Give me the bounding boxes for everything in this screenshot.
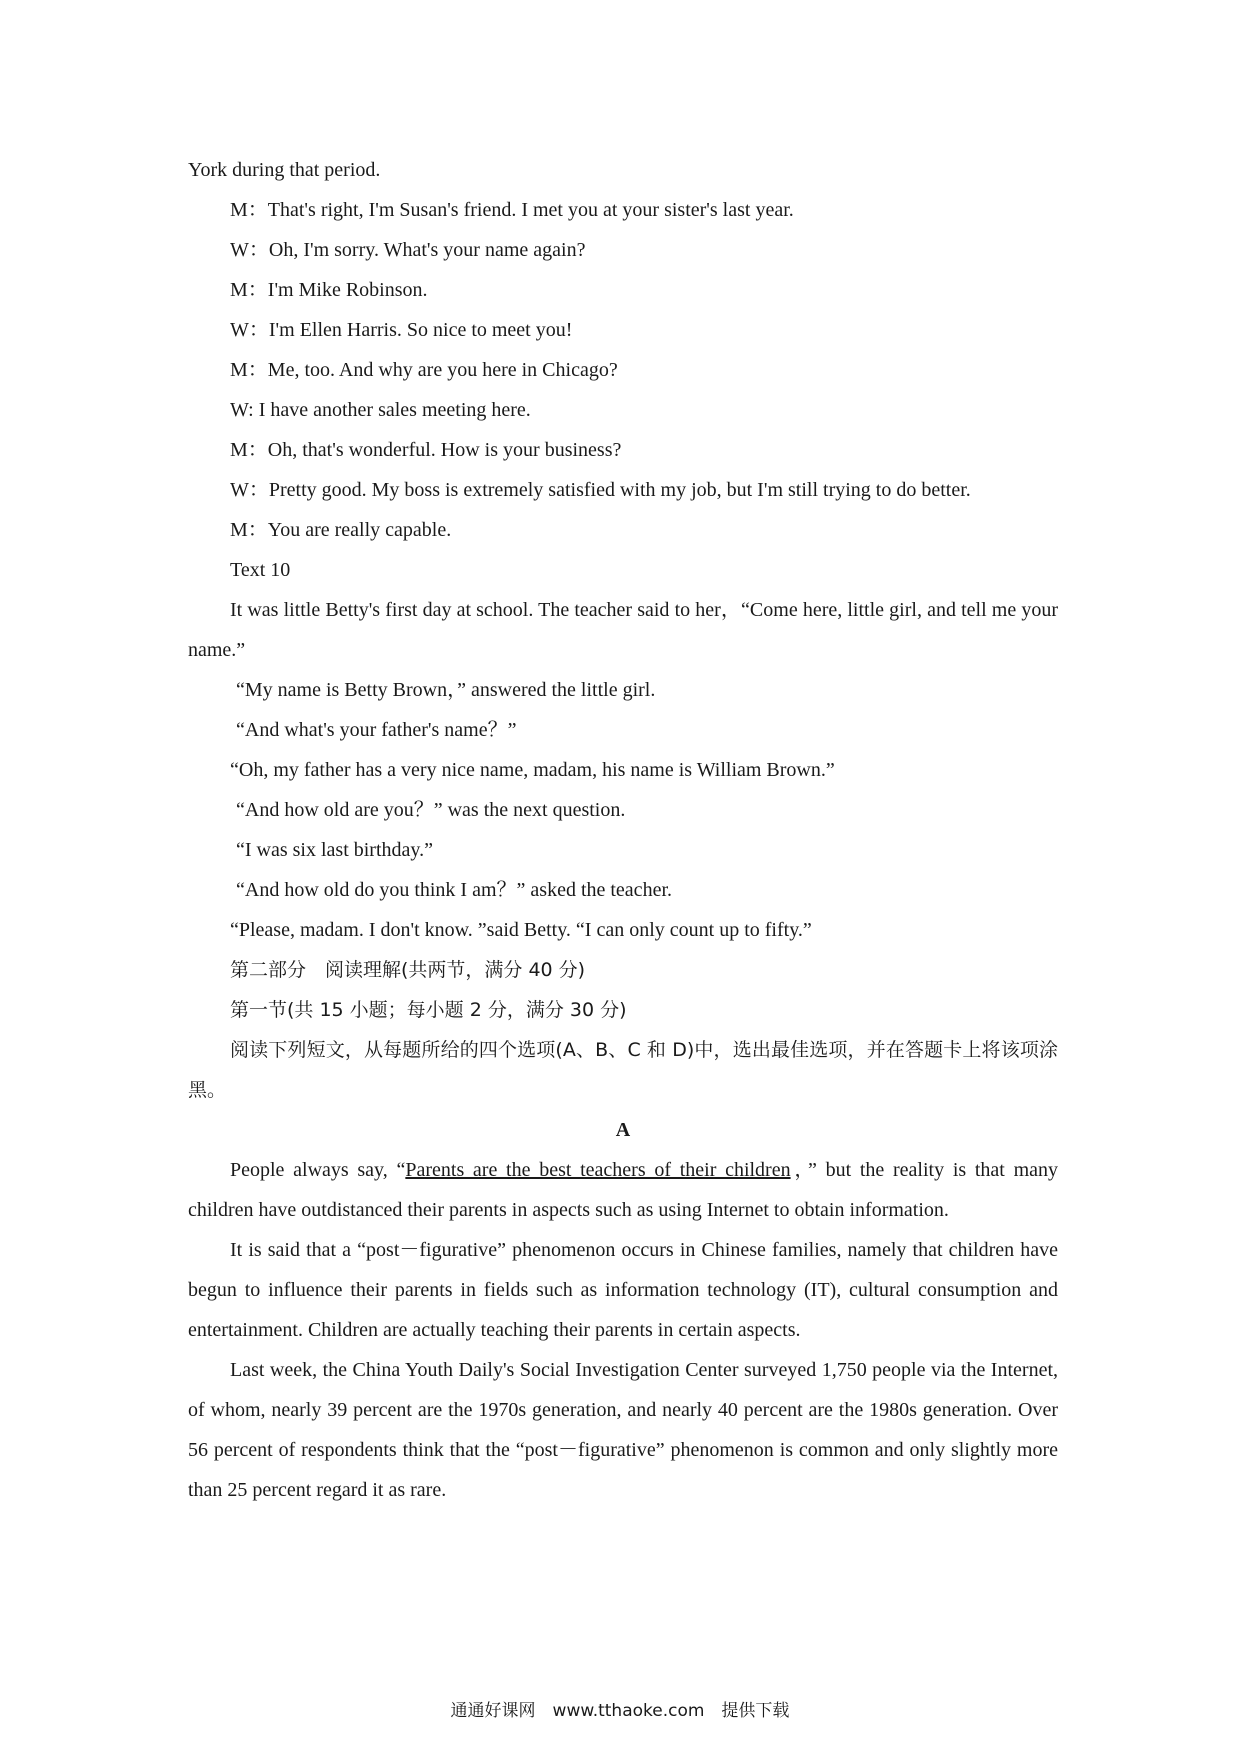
section-heading: 第一节(共 15 小题；每小题 2 分，满分 30 分)	[230, 999, 627, 1021]
page-footer: 通通好课网 www.tthaoke.com 提供下载	[450, 1701, 790, 1721]
part-heading: 第二部分 阅读理解(共两节，满分 40 分)	[230, 959, 586, 981]
dialogue-line: M：Oh, that's wonderful. How is your business?	[230, 439, 622, 461]
reading-instructions: 阅读下列短文，从每题所给的四个选项(A、B、C 和 D)中，选出最佳选项，并在答题卡上将该项涂黑。	[188, 1039, 1058, 1101]
document-page	[188, 150, 1058, 1510]
dialogue-line: W：I'm Ellen Harris. So nice to meet you!	[230, 319, 573, 341]
story-line: “My name is Betty Brown，” answered the little girl.	[236, 679, 656, 701]
dialogue-line: W：Pretty good. My boss is extremely satisfied with my job, but I'm still trying to do better.	[230, 479, 971, 501]
text10-intro: It was little Betty's first day at school. The teacher said to her，“Come here, little girl, and tell me your name.”	[188, 599, 1058, 661]
passage-paragraph-3: Last week, the China Youth Daily's Social Investigation Center surveyed 1,750 people via the Internet, of whom, nearly 39 percent are the 1970s generation, and nearly 40 percent are the 1980s generation. Over 56 percent of respondents think that the “post－figurative” phenomenon is common and only slightly more than 25 percent regard it as rare.	[188, 1359, 1058, 1501]
passage-paragraph-2: It is said that a “post－figurative” phenomenon occurs in Chinese families, namely that children have begun to influence their parents in fields such as information technology (IT), cultural consumption and entertainment. Children are actually teaching their parents in certain aspects.	[188, 1239, 1058, 1341]
dialogue-line: M：Me, too. And why are you here in Chicago?	[230, 359, 618, 381]
story-line: “Please, madam. I don't know. ”said Betty. “I can only count up to fifty.”	[230, 919, 812, 941]
dialogue-line: W: I have another sales meeting here.	[230, 399, 531, 421]
quote-open: People always say, “	[230, 1159, 406, 1181]
dialogue-line: M：You are really capable.	[230, 519, 452, 541]
story-line: “And what's your father's name？”	[236, 719, 517, 741]
dialogue-line: M：I'm Mike Robinson.	[230, 279, 428, 301]
underlined-phrase: Parents are the best teachers of their children	[405, 1159, 791, 1181]
text10-label: Text 10	[230, 559, 291, 581]
quote-rest: ，” but the reality is that many children have outdistanced their parents in aspects such as using Internet to obtain information.	[188, 1159, 1058, 1221]
passage-paragraph-1	[188, 1150, 1058, 1230]
passage-label: A	[615, 1119, 631, 1141]
story-line: “I was six last birthday.”	[236, 839, 433, 861]
text10-story	[188, 670, 1058, 950]
dialogue	[188, 190, 1058, 550]
story-line: “And how old are you？” was the next question.	[236, 799, 626, 821]
dialogue-line: W：Oh, I'm sorry. What's your name again?	[230, 239, 586, 261]
dialogue-line: M：That's right, I'm Susan's friend. I met you at your sister's last year.	[230, 199, 794, 221]
story-line: “And how old do you think I am？” asked the teacher.	[236, 879, 672, 901]
story-line: “Oh, my father has a very nice name, madam, his name is William Brown.”	[230, 759, 835, 781]
continuation-line: York during that period.	[188, 159, 381, 181]
